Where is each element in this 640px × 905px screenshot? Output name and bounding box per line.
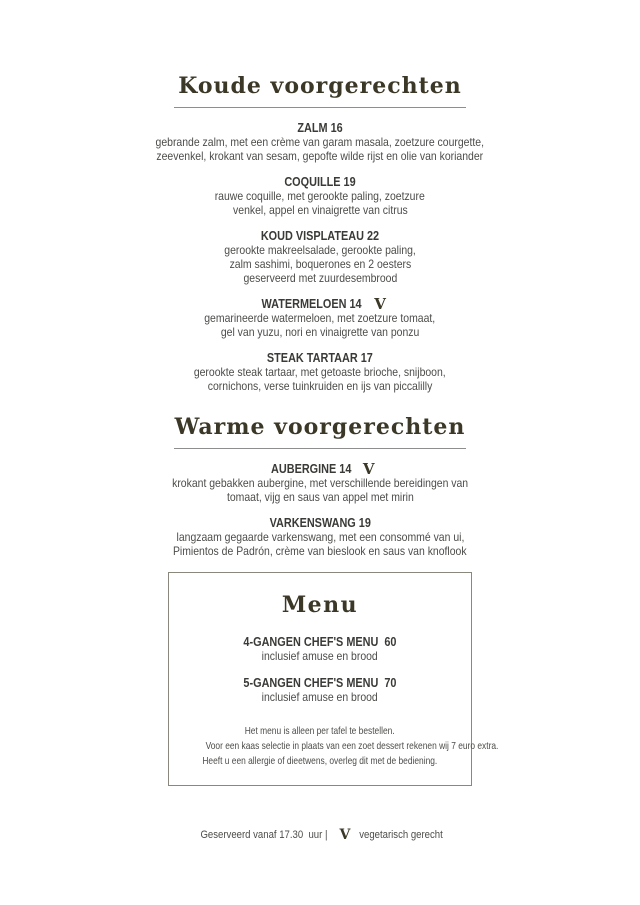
- dish-description-line: gerookte makreelsalade, gerookte paling,: [224, 243, 416, 257]
- dish-name: VARKENSWANG 19: [269, 516, 371, 530]
- footer-served-text: Geserveerd vanaf 17.30 uur |: [200, 829, 328, 841]
- dish-name: COQUILLE 19: [284, 175, 356, 189]
- dish-description-line: zalm sashimi, boquerones en 2 oesters: [229, 257, 411, 271]
- menu-box: [168, 572, 499, 786]
- menu-box-title: Menu: [281, 592, 359, 618]
- dish-coquille: [0, 175, 640, 217]
- section-warme-voorgerechten: [0, 413, 640, 558]
- dish-description-line: zeevenkel, krokant van sesam, gepofte wilde rijst en olie van koriander: [156, 149, 484, 163]
- dish-steak-tartaar: [0, 351, 640, 393]
- footer: [0, 828, 640, 843]
- dish-name: AUBERGINE 14: [271, 462, 352, 476]
- menu-item-note: inclusief amuse en brood: [261, 649, 379, 663]
- footer-veg-text: vegetarisch gerecht: [359, 829, 444, 841]
- dish-name: STEAK TARTAAR 17: [267, 351, 373, 365]
- menu-item-note: inclusief amuse en brood: [261, 690, 379, 704]
- section-divider: [174, 107, 466, 108]
- dish-koud-visplateau: [0, 229, 640, 285]
- dish-description-line: gel van yuzu, nori en vinaigrette van ponzu: [220, 325, 420, 339]
- menu-box-items: [169, 635, 471, 704]
- menu-item-5-gangen: [169, 676, 471, 704]
- dish-description-line: venkel, appel en vinaigrette van citrus: [232, 203, 408, 217]
- dish-description-line: gemarineerde watermeloen, met zoetzure tomaat,: [204, 311, 436, 325]
- dish-name: ZALM 16: [297, 121, 343, 135]
- menu-item-name: 5-GANGEN CHEF'S MENU 70: [243, 676, 397, 690]
- dish-description-line: gerookte steak tartaar, met getoaste brioche, snijboon,: [194, 365, 446, 379]
- menu-item-4-gangen: [169, 635, 471, 663]
- dish-zalm: [0, 121, 640, 163]
- section-title: Warme voorgerechten: [174, 414, 466, 440]
- dish-name: KOUD VISPLATEAU 22: [260, 229, 380, 243]
- vegetarian-icon: V: [339, 827, 351, 843]
- dish-description-line: rauwe coquille, met gerookte paling, zoetzure: [214, 189, 426, 203]
- vegetarian-icon: V: [362, 460, 375, 478]
- section-divider: [174, 448, 466, 449]
- dish-name: WATERMELOEN 14: [261, 297, 362, 311]
- menu-box-note: Voor een kaas selectie in plaats van een zoet dessert rekenen wij 7 euro extra.: [205, 740, 499, 752]
- dish-description-line: Pimientos de Padrón, crème van bieslook en saus van knoflook: [173, 544, 467, 558]
- dish-description-line: langzaam gegaarde varkenswang, met een consommé van ui,: [176, 530, 464, 544]
- dish-description-line: geserveerd met zuurdesembrood: [243, 271, 397, 285]
- menu-box-note: Het menu is alleen per tafel te bestellen.: [245, 725, 395, 737]
- dish-watermeloen: [0, 297, 640, 339]
- vegetarian-icon: V: [374, 295, 386, 313]
- dish-description-line: krokant gebakken aubergine, met verschillende bereidingen van: [172, 476, 468, 490]
- dish-varkenswang: [0, 516, 640, 558]
- menu-box-note: Heeft u een allergie of dieetwens, overleg dit met de bediening.: [202, 755, 438, 767]
- dish-description-line: gebrande zalm, met een crème van garam masala, zoetzure courgette,: [155, 135, 485, 149]
- dish-description-line: tomaat, vijg en saus van appel met mirin: [226, 490, 414, 504]
- dish-description-line: cornichons, verse tuinkruiden en ijs van piccalilly: [207, 379, 433, 393]
- dish-aubergine: [0, 462, 640, 504]
- menu-item-name: 4-GANGEN CHEF'S MENU 60: [243, 635, 397, 649]
- menu-box-notes: [169, 724, 499, 769]
- section-title: Koude voorgerechten: [178, 73, 462, 99]
- section-koude-voorgerechten: [0, 72, 640, 393]
